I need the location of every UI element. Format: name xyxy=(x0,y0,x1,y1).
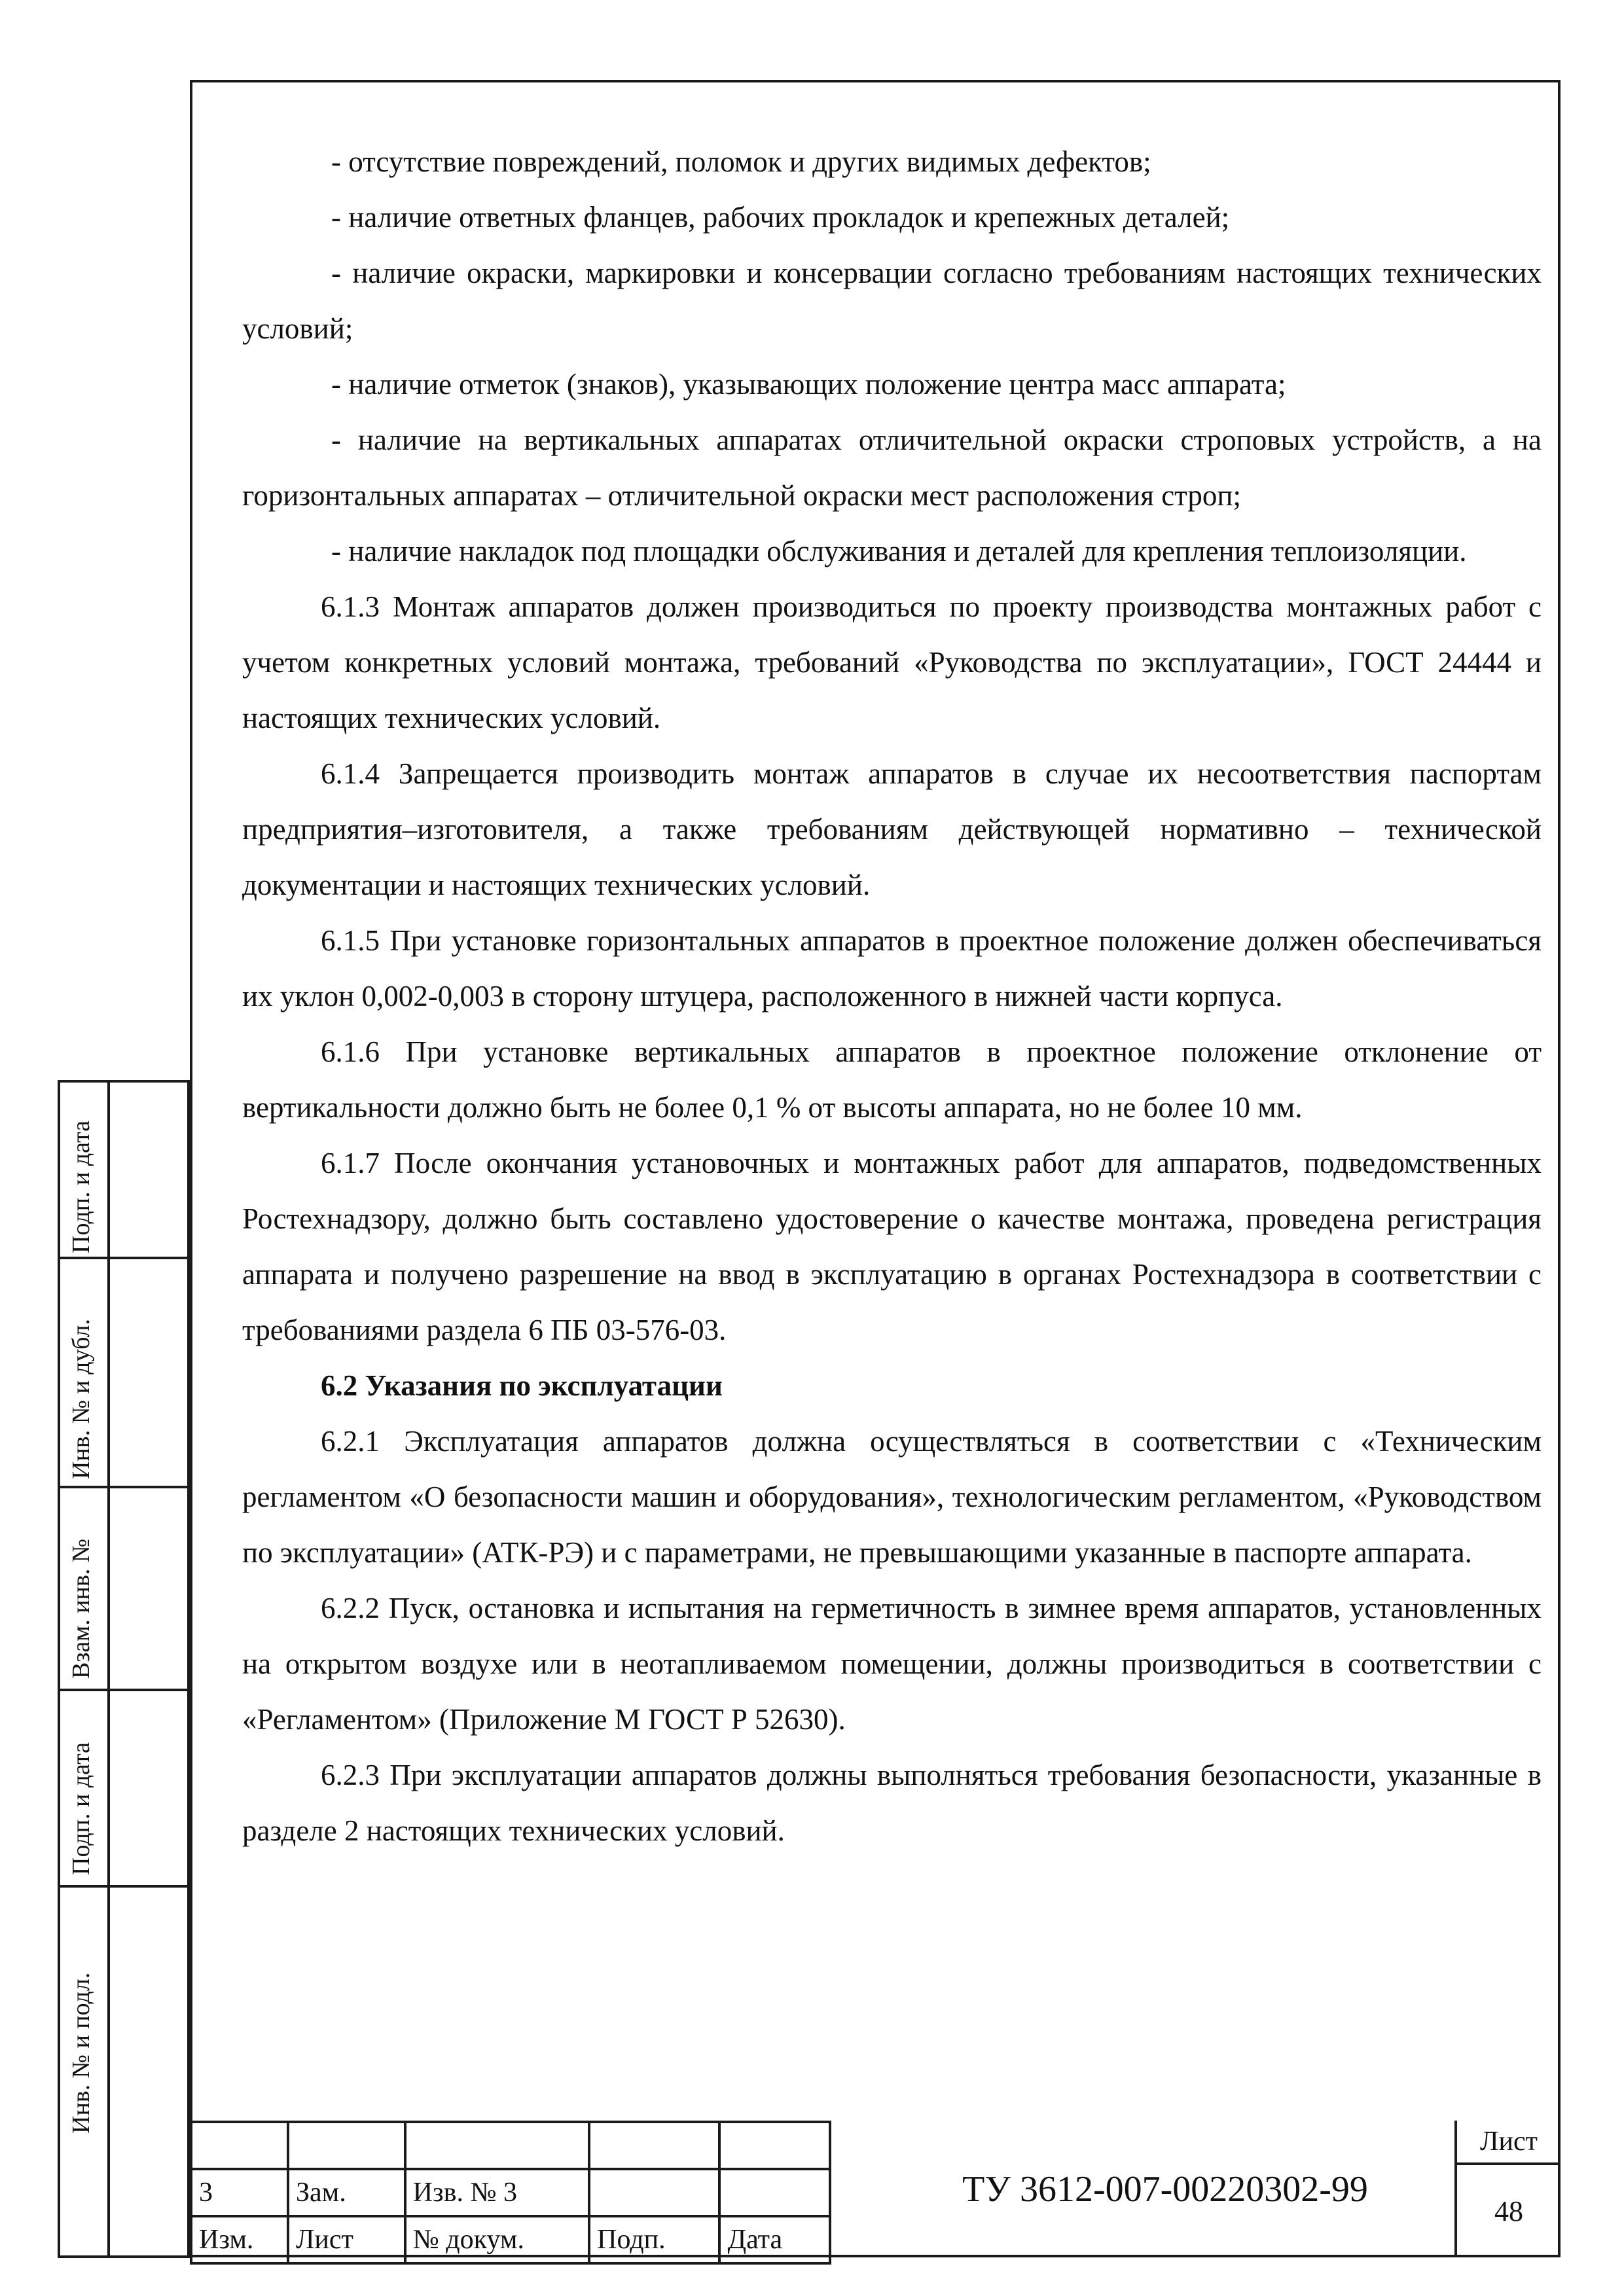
rev-change-no: 3 xyxy=(191,2169,288,2216)
section-heading: 6.2 Указания по эксплуатации xyxy=(321,1369,723,1402)
paragraph: 6.2.3 При эксплуатации аппаратов должны выполняться требования безопасности, указанные в разделе 2 настоящих технических условий. xyxy=(242,1759,1542,1847)
paragraph: - наличие накладок под площадки обслуживания и деталей для крепления теплоизоляции. xyxy=(331,535,1467,567)
header-sheet: Лист xyxy=(288,2216,405,2263)
side-stamp xyxy=(58,1080,190,2258)
paragraph: - наличие окраски, маркировки и консервации согласно требованиям настоящих технических условий; xyxy=(242,257,1542,345)
paragraph: 6.1.4 Запрещается производить монтаж аппаратов в случае их несоответствия паспортам предприятия–изготовителя, а также требованиям действующей нормативно – технической документации и настоящих технических условий. xyxy=(242,757,1542,901)
paragraph: - наличие отметок (знаков), указывающих положение центра масс аппарата; xyxy=(331,368,1286,401)
header-signature: Подп. xyxy=(589,2216,719,2263)
side-label-inv-orig: Инв. № и подл. xyxy=(67,1972,95,2134)
side-label-sign-date-1: Подп. и дата xyxy=(67,1120,95,1253)
paragraph: - наличие ответных фланцев, рабочих прокладок и крепежных деталей; xyxy=(331,201,1230,234)
sheet-number: 48 xyxy=(1494,2195,1523,2227)
side-label-sign-date-2: Подп. и дата xyxy=(67,1742,95,1875)
document-number: ТУ 3612-007-00220302-99 xyxy=(962,2168,1368,2210)
sheet-box xyxy=(1454,2121,1561,2257)
sheet-label: Лист xyxy=(1457,2121,1561,2165)
revision-table xyxy=(190,2121,831,2265)
header-change: Изм. xyxy=(191,2216,288,2263)
paragraph: 6.2.2 Пуск, остановка и испытания на герметичность в зимнее время аппаратов, установленных на открытом воздухе или в неотапливаемом помещении, должны производиться в соответствии с «Регламентом» (Приложение М ГОСТ Р 52630). xyxy=(242,1592,1542,1736)
rev-notice: Изв. № 3 xyxy=(405,2169,589,2216)
rev-type: Зам. xyxy=(288,2169,405,2216)
paragraph: - отсутствие повреждений, поломок и других видимых дефектов; xyxy=(331,145,1151,178)
paragraph: - наличие на вертикальных аппаратах отличительной окраски строповых устройств, а на горизонтальных аппаратах – отличительной окраски мест расположения строп; xyxy=(242,423,1542,512)
document-body xyxy=(242,134,1542,1859)
paragraph: 6.1.5 При установке горизонтальных аппаратов в проектное положение должен обеспечиваться их уклон 0,002-0,003 в сторону штуцера, расположенного в нижней части корпуса. xyxy=(242,924,1542,1013)
title-block xyxy=(190,2121,1561,2257)
paragraph: 6.1.3 Монтаж аппаратов должен производиться по проекту производства монтажных работ с учетом конкретных условий монтажа, требований «Руководства по эксплуатации», ГОСТ 24444 и настоящих технических условий. xyxy=(242,590,1542,734)
side-label-inv-dup: Инв. № и дубл. xyxy=(67,1319,95,1479)
header-doc-no: № докум. xyxy=(405,2216,589,2263)
paragraph: 6.1.6 При установке вертикальных аппаратов в проектное положение отклонение от вертикальности должно быть не более 0,1 % от высоты аппарата, но не более 10 мм. xyxy=(242,1035,1542,1124)
header-date: Дата xyxy=(719,2216,830,2263)
paragraph: 6.1.7 После окончания установочных и монтажных работ для аппаратов, подведомственных Ростехнадзору, должно быть составлено удостоверение о качестве монтажа, проведена регистрация аппарата и получено разрешение на ввод в эксплуатацию в органах Ростехнадзора в соответствии с требованиями раздела 6 ПБ 03-576-03. xyxy=(242,1147,1542,1346)
paragraph: 6.2.1 Эксплуатация аппаратов должна осуществляться в соответствии с «Техническим регламентом «О безопасности машин и оборудования», технологическим регламентом, «Руководством по эксплуатации» (АТК-РЭ) и с параметрами, не превышающими указанные в паспорте аппарата. xyxy=(242,1425,1542,1569)
side-label-replace-inv: Взам. инв. № xyxy=(67,1538,95,1679)
